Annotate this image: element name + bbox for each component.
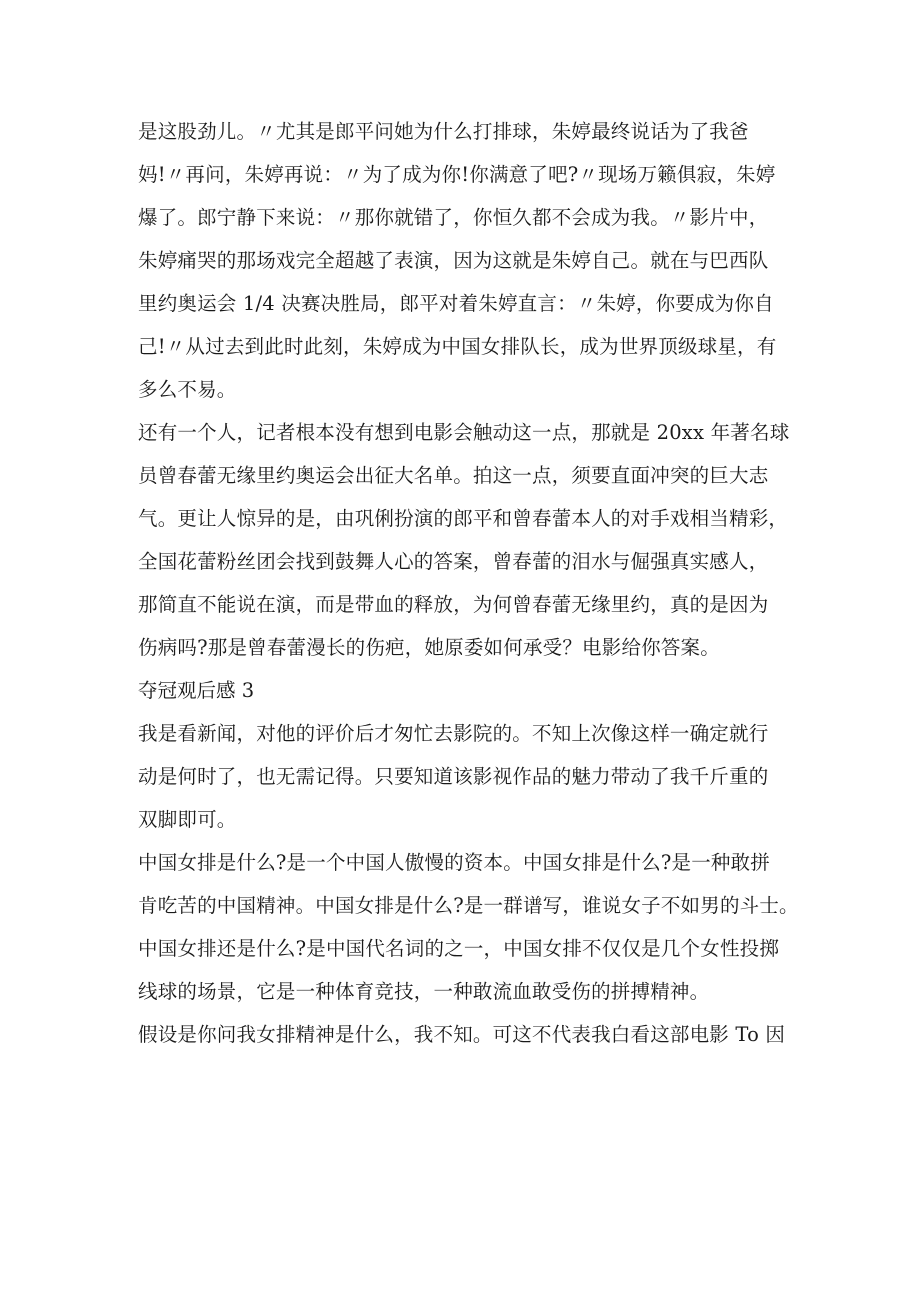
text-line: 爆了。郎宁静下来说：〃那你就错了，你恒久都不会成为我。〃影片中，	[138, 206, 769, 229]
document-body	[138, 110, 798, 1056]
text-line: 伤病吗?那是曾春蕾漫长的伤疤，她原委如何承受？电影给你答案。	[138, 636, 720, 659]
text-line: 全国花蕾粉丝团会找到鼓舞人心的答案，曾春蕾的泪水与倔强真实感人，	[138, 550, 769, 573]
text-line: 假设是你问我女排精神是什么，我不知。可这不代表我白看这部电影 To 因	[138, 1023, 786, 1046]
text-line: 双脚即可。	[138, 808, 237, 831]
text-line: 气。更让人惊异的是，由巩俐扮演的郎平和曾春蕾本人的对手戏相当精彩，	[138, 507, 789, 530]
text-line: 妈!〃再问，朱婷再说：〃为了成为你!你满意了吧?〃现场万籁俱寂，朱婷	[138, 163, 776, 186]
paragraph-2	[138, 411, 798, 669]
text-line: 是这股劲儿。〃尤其是郎平问她为什么打排球，朱婷最终说话为了我爸	[138, 120, 749, 143]
text-line: 朱婷痛哭的那场戏完全超越了表演，因为这就是朱婷自己。就在与巴西队	[138, 249, 769, 272]
paragraph-4	[138, 841, 798, 1013]
text-line: 中国女排是什么?是一个中国人傲慢的资本。中国女排是什么?是一种敢拼	[138, 851, 771, 874]
text-line: 中国女排还是什么?是中国代名词的之一，中国女排不仅仅是几个女性投掷	[138, 937, 780, 960]
text-line: 肯吃苦的中国精神。中国女排是什么?是一群谱写，谁说女子不如男的斗士。	[138, 894, 799, 917]
text-line: 动是何时了，也无需记得。只要知道该影视作品的魅力带动了我千斤重的	[138, 765, 769, 788]
paragraph-1	[138, 110, 798, 411]
text-line: 线球的场景，它是一种体育竞技，一种敢流血敢受伤的拼搏精神。	[138, 980, 710, 1003]
text-line: 我是看新闻，对他的评价后才匆忙去影院的。不知上次像这样一确定就行	[138, 722, 769, 745]
paragraph-3	[138, 712, 798, 841]
paragraph-5	[138, 1013, 798, 1056]
section-heading	[138, 669, 798, 712]
heading-text: 夺冠观后感 3	[138, 679, 255, 702]
text-line: 里约奥运会 1/4 决赛决胜局，郎平对着朱婷直言：〃朱婷，你要成为你自	[138, 292, 774, 315]
text-line: 多么不易。	[138, 378, 237, 401]
text-line: 己!〃从过去到此时此刻，朱婷成为中国女排队长，成为世界顶级球星，有	[138, 335, 777, 358]
text-line: 那简直不能说在演，而是带血的释放，为何曾春蕾无缘里约，真的是因为	[138, 593, 769, 616]
text-line: 还有一个人，记者根本没有想到电影会触动这一点，那就是 20xx 年著名球	[138, 421, 790, 444]
text-line: 员曾春蕾无缘里约奥运会出征大名单。拍这一点，须要直面冲突的巨大志	[138, 464, 769, 487]
